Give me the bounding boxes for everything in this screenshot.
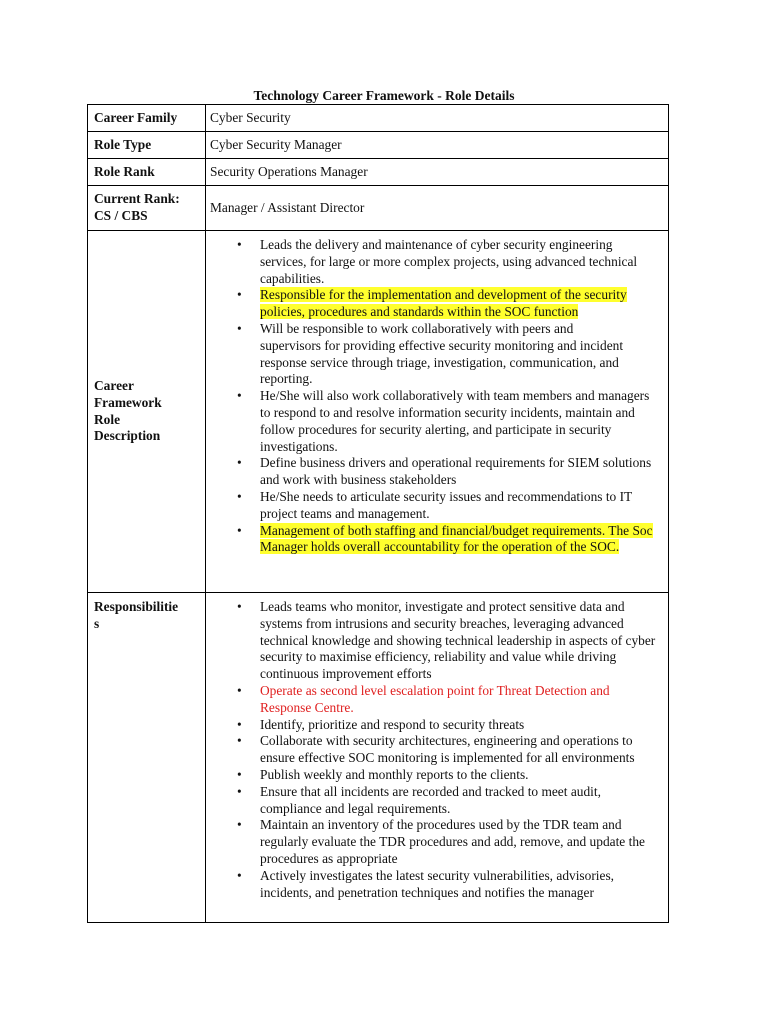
responsibilities-list <box>210 593 668 903</box>
bullet-icon: • <box>237 237 242 252</box>
current-rank-label-line2: CS / CBS <box>94 208 148 223</box>
role-description-label-line: Description <box>94 428 161 444</box>
career-family-label: Career Family <box>88 105 206 132</box>
bullet-icon: • <box>237 320 242 336</box>
role-description-label <box>88 231 206 593</box>
role-description-label-line: Role <box>94 411 121 427</box>
bullet-text: Ensure that all incidents are recorded and tracked to meet audit, compliance and legal requirements. <box>260 783 601 816</box>
bullet-icon: • <box>237 455 242 471</box>
list-item <box>210 489 666 523</box>
role-type-label: Role Type <box>88 132 206 159</box>
list-item <box>210 321 666 388</box>
bullet-text: Will be responsible to work collaboratively with peers and supervisors for providing effective security monitoring and incident response service through triage, investigation, communication, and reporting. <box>260 320 624 387</box>
bullet-icon: • <box>237 488 242 504</box>
bullet-icon: • <box>237 817 242 833</box>
bullet-icon: • <box>237 599 242 614</box>
current-rank-label <box>88 186 206 231</box>
responsibilities-label-line2: s <box>94 615 100 631</box>
table-row <box>88 159 669 186</box>
table-row <box>88 132 669 159</box>
bullet-text: He/She will also work collaboratively with team members and managers to respond to and resolve information security incidents, maintain and follow procedures for security alerting, and participate in security investigations. <box>260 388 650 454</box>
bullet-text: Leads the delivery and maintenance of cyber security engineering services, for large or more complex projects, using advanced technical capabilities. <box>260 237 638 286</box>
role-description-list <box>210 231 668 558</box>
current-rank-value: Manager / Assistant Director <box>206 186 669 231</box>
bullet-icon: • <box>237 522 242 538</box>
bullet-icon: • <box>237 766 242 782</box>
document-title: Technology Career Framework - Role Details <box>253 88 515 103</box>
bullet-text: Identify, prioritize and respond to security threats <box>260 716 525 732</box>
bullet-text: Maintain an inventory of the procedures used by the TDR team and regularly evaluate the TDR procedures and add, remove, and update the procedures as appropriate <box>260 817 645 866</box>
list-item <box>210 523 666 557</box>
role-type-value: Cyber Security Manager <box>206 132 669 159</box>
list-item <box>210 767 666 784</box>
list-item <box>210 599 666 683</box>
highlighted-bullet-text: Responsible for the implementation and development of the security policies, procedures and standards within the SOC function <box>260 287 627 320</box>
bullet-icon: • <box>237 783 242 799</box>
highlighted-bullet-text: Management of both staffing and financial/budget requirements. The Soc Manager holds overall accountability for the operation of the SOC. <box>260 522 653 555</box>
responsibilities-label <box>88 593 206 923</box>
career-family-value: Cyber Security <box>206 105 669 132</box>
bullet-icon: • <box>237 867 242 883</box>
list-item <box>210 817 666 867</box>
role-details-table <box>87 104 669 923</box>
list-item <box>210 237 666 287</box>
red-bullet-text: Operate as second level escalation point for Threat Detection and Response Centre. <box>260 682 610 715</box>
responsibilities-label-line1: Responsibilitie <box>94 599 179 614</box>
role-rank-value: Security Operations Manager <box>206 159 669 186</box>
bullet-icon: • <box>237 682 242 698</box>
role-rank-label: Role Rank <box>88 159 206 186</box>
responsibilities-cell <box>206 593 669 923</box>
role-description-label-line: Framework <box>94 394 162 410</box>
bullet-icon: • <box>237 388 242 404</box>
table-row <box>88 105 669 132</box>
current-rank-label-line1: Current Rank: <box>94 191 180 207</box>
bullet-text: Collaborate with security architectures, engineering and operations to ensure effective SOC monitoring is implemented for all environments <box>260 733 635 766</box>
bullet-icon: • <box>237 733 242 749</box>
bullet-text: Publish weekly and monthly reports to the clients. <box>260 766 529 782</box>
list-item <box>210 683 666 717</box>
list-item <box>210 388 666 455</box>
list-item <box>210 717 666 734</box>
list-item <box>210 455 666 489</box>
bullet-icon: • <box>237 716 242 732</box>
list-item <box>210 287 666 321</box>
role-description-cell <box>206 231 669 593</box>
bullet-icon: • <box>237 287 242 303</box>
table-row <box>88 231 669 593</box>
bullet-text: He/She needs to articulate security issues and recommendations to IT project teams and management. <box>260 488 632 521</box>
list-item <box>210 733 666 767</box>
role-description-label-line: Career <box>94 377 134 393</box>
bullet-text: Actively investigates the latest security vulnerabilities, advisories, incidents, and penetration techniques and notifies the manager <box>260 867 615 900</box>
list-item <box>210 784 666 818</box>
table-row <box>88 186 669 231</box>
bullet-text: Leads teams who monitor, investigate and protect sensitive data and systems from intrusions and security breaches, leveraging advanced technical knowledge and showing technical leadership in aspects of cyber security to maximise efficiency, reliability and value while driving continuous improvement efforts <box>260 599 656 682</box>
list-item <box>210 868 666 902</box>
table-row <box>88 593 669 923</box>
bullet-text: Define business drivers and operational requirements for SIEM solutions and work with business stakeholders <box>260 455 652 488</box>
